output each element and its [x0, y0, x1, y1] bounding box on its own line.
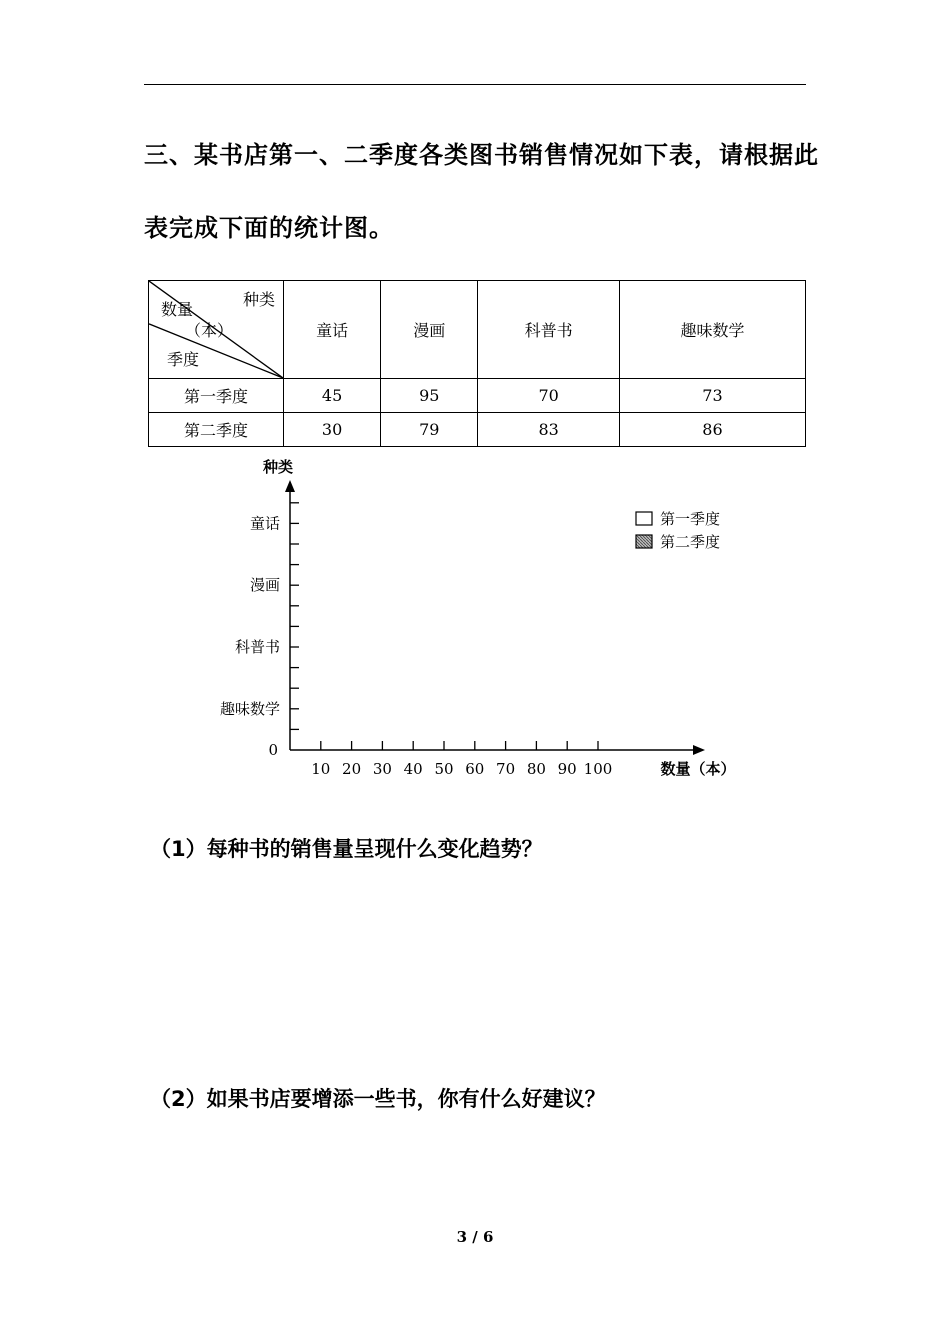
origin-label: 0: [268, 741, 278, 759]
legend-label: 第二季度: [660, 533, 721, 551]
x-tick-label: 80: [526, 760, 546, 778]
table-cell: 79: [381, 413, 478, 447]
x-tick-label: 60: [465, 760, 485, 778]
x-tick-label: 70: [496, 760, 516, 778]
legend-swatch: [636, 535, 652, 548]
row-label: 第二季度: [149, 413, 284, 447]
legend-label: 第一季度: [660, 510, 721, 528]
table-cell: 73: [619, 379, 805, 413]
sales-table: [148, 280, 806, 447]
corner-quantity-label: 数量: [161, 300, 194, 319]
table-row: [149, 413, 806, 447]
y-axis-arrow: [285, 480, 295, 492]
question-line-2: 表完成下面的统计图。: [144, 214, 394, 242]
corner-unit-label: （本）: [185, 321, 234, 340]
x-tick-label: 40: [403, 760, 423, 778]
category-label: 漫画: [249, 576, 280, 595]
x-tick-label: 30: [372, 760, 392, 778]
axis-labels: [262, 458, 736, 778]
page-number: 3 / 6: [456, 1228, 494, 1246]
x-axis-title: 数量（本）: [660, 760, 736, 778]
category-label: 科普书: [234, 638, 280, 656]
x-tick-label: 90: [557, 760, 577, 778]
category-label: 趣味数学: [219, 699, 280, 718]
x-tick-label: 100: [583, 760, 613, 778]
table-header-row: [149, 281, 806, 379]
bar-chart: [190, 452, 760, 792]
sub-question-2: （2）如果书店要增添一些书，你有什么好建议？: [150, 1087, 606, 1111]
table-cell: 86: [619, 413, 805, 447]
legend-swatch: [636, 512, 652, 525]
table-corner-cell: [149, 281, 284, 379]
sub-question-1: （1）每种书的销售量呈现什么变化趋势？: [150, 837, 543, 861]
x-tick-label: 50: [434, 760, 454, 778]
x-axis-arrow: [693, 745, 705, 755]
top-rule: [144, 84, 806, 85]
table-cell: 70: [478, 379, 620, 413]
table-cell: 30: [284, 413, 381, 447]
column-header: 趣味数学: [619, 281, 805, 379]
x-axis-ticks: [311, 741, 612, 778]
row-label: 第一季度: [149, 379, 284, 413]
corner-season-label: 季度: [167, 350, 200, 369]
column-header: 漫画: [381, 281, 478, 379]
table-cell: 83: [478, 413, 620, 447]
table-row: [149, 379, 806, 413]
chart-legend: [636, 510, 720, 551]
category-label: 童话: [249, 514, 280, 533]
y-axis-ticks: [220, 503, 299, 730]
column-header: 科普书: [478, 281, 620, 379]
corner-type-label: 种类: [243, 290, 276, 309]
table-cell: 45: [284, 379, 381, 413]
question-line-1: 三、某书店第一、二季度各类图书销售情况如下表，请根据此: [144, 141, 819, 169]
x-tick-label: 10: [311, 760, 331, 778]
x-tick-label: 20: [342, 760, 362, 778]
column-header: 童话: [284, 281, 381, 379]
table-cell: 95: [381, 379, 478, 413]
y-axis-title: 种类: [262, 458, 294, 476]
